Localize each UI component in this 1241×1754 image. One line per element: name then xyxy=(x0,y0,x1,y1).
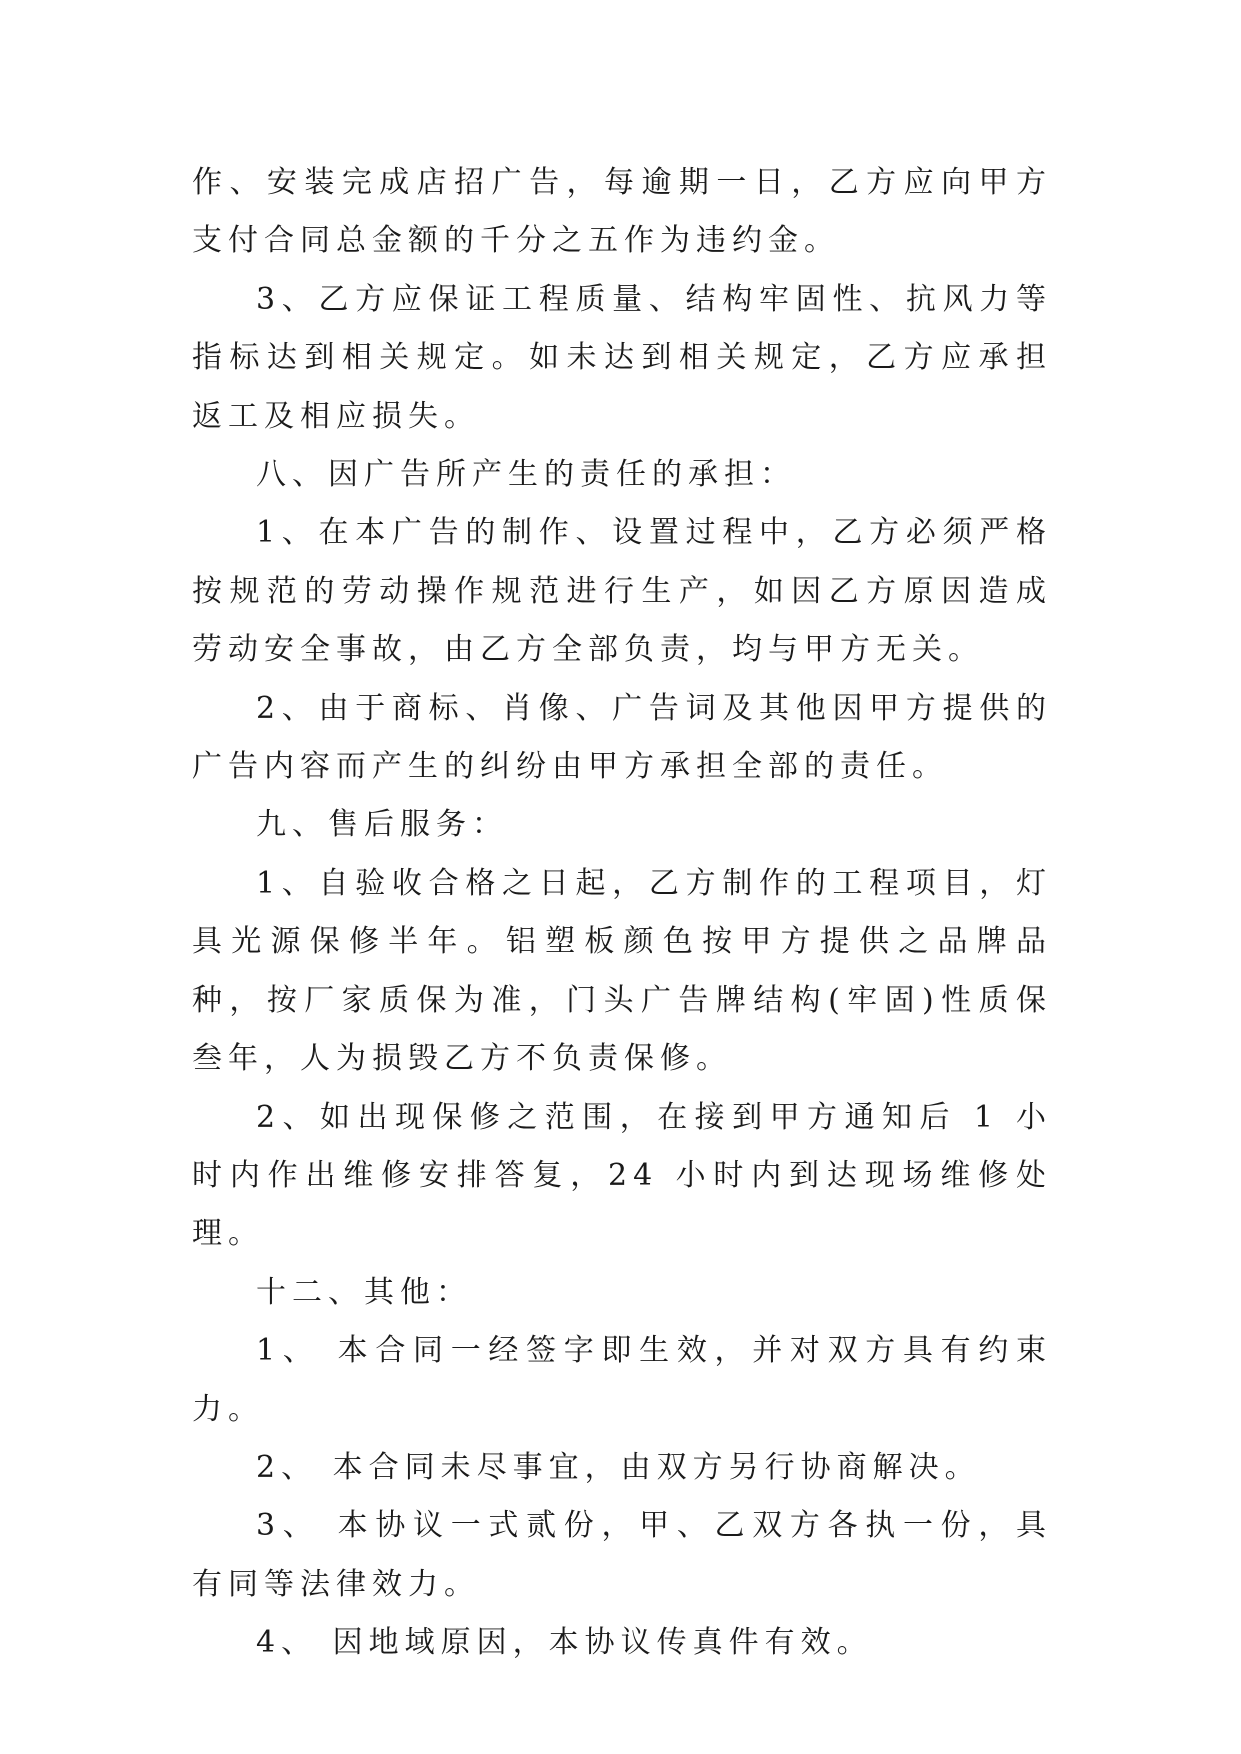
paragraph-warranty-terms: 1、自验收合格之日起，乙方制作的工程项目，灯具光源保修半年。铝塑板颜色按甲方提供之品牌品种，按厂家质保为准，门头广告牌结构(牢固)性质保叁年，人为损毁乙方不负责保修。 xyxy=(192,865,1052,1077)
paragraph-quality-guarantee: 3、乙方应保证工程质量、结构牢固性、抗风力等指标达到相关规定。如未达到相关规定，乙方应承担返工及相应损失。 xyxy=(192,281,1052,434)
paragraph-effective-upon-signing: 1、 本合同一经签字即生效，并对双方具有约束力。 xyxy=(192,1333,1052,1427)
section-heading-liability: 八、因广告所产生的责任的承担： xyxy=(256,457,796,493)
paragraph-content-disputes: 2、由于商标、肖像、广告词及其他因甲方提供的广告内容而产生的纠纷由甲方承担全部的责任。 xyxy=(192,690,1052,785)
document-body xyxy=(192,154,1052,1673)
section-heading-after-sales: 九、售后服务： xyxy=(256,807,508,843)
paragraph-unresolved-matters: 2、 本合同未尽事宜，由双方另行协商解决。 xyxy=(256,1449,981,1485)
paragraph-fax-validity: 4、 因地域原因，本协议传真件有效。 xyxy=(256,1625,873,1661)
paragraph-labor-safety: 1、在本广告的制作、设置过程中，乙方必须严格按规范的劳动操作规范进行生产，如因乙方原因造成劳动安全事故，由乙方全部负责，均与甲方无关。 xyxy=(192,515,1052,668)
paragraph-copies: 3、 本协议一式贰份，甲、乙双方各执一份，具有同等法律效力。 xyxy=(192,1508,1052,1602)
paragraph-penalty-continued: 作、安装完成店招广告，每逾期一日，乙方应向甲方支付合同总金额的千分之五作为违约金。 xyxy=(192,165,1052,259)
section-heading-other: 十二、其他： xyxy=(256,1274,472,1310)
paragraph-repair-response: 2、如出现保修之范围，在接到甲方通知后 1 小时内作出维修安排答复，24 小时内到达现场维修处理。 xyxy=(192,1099,1052,1252)
